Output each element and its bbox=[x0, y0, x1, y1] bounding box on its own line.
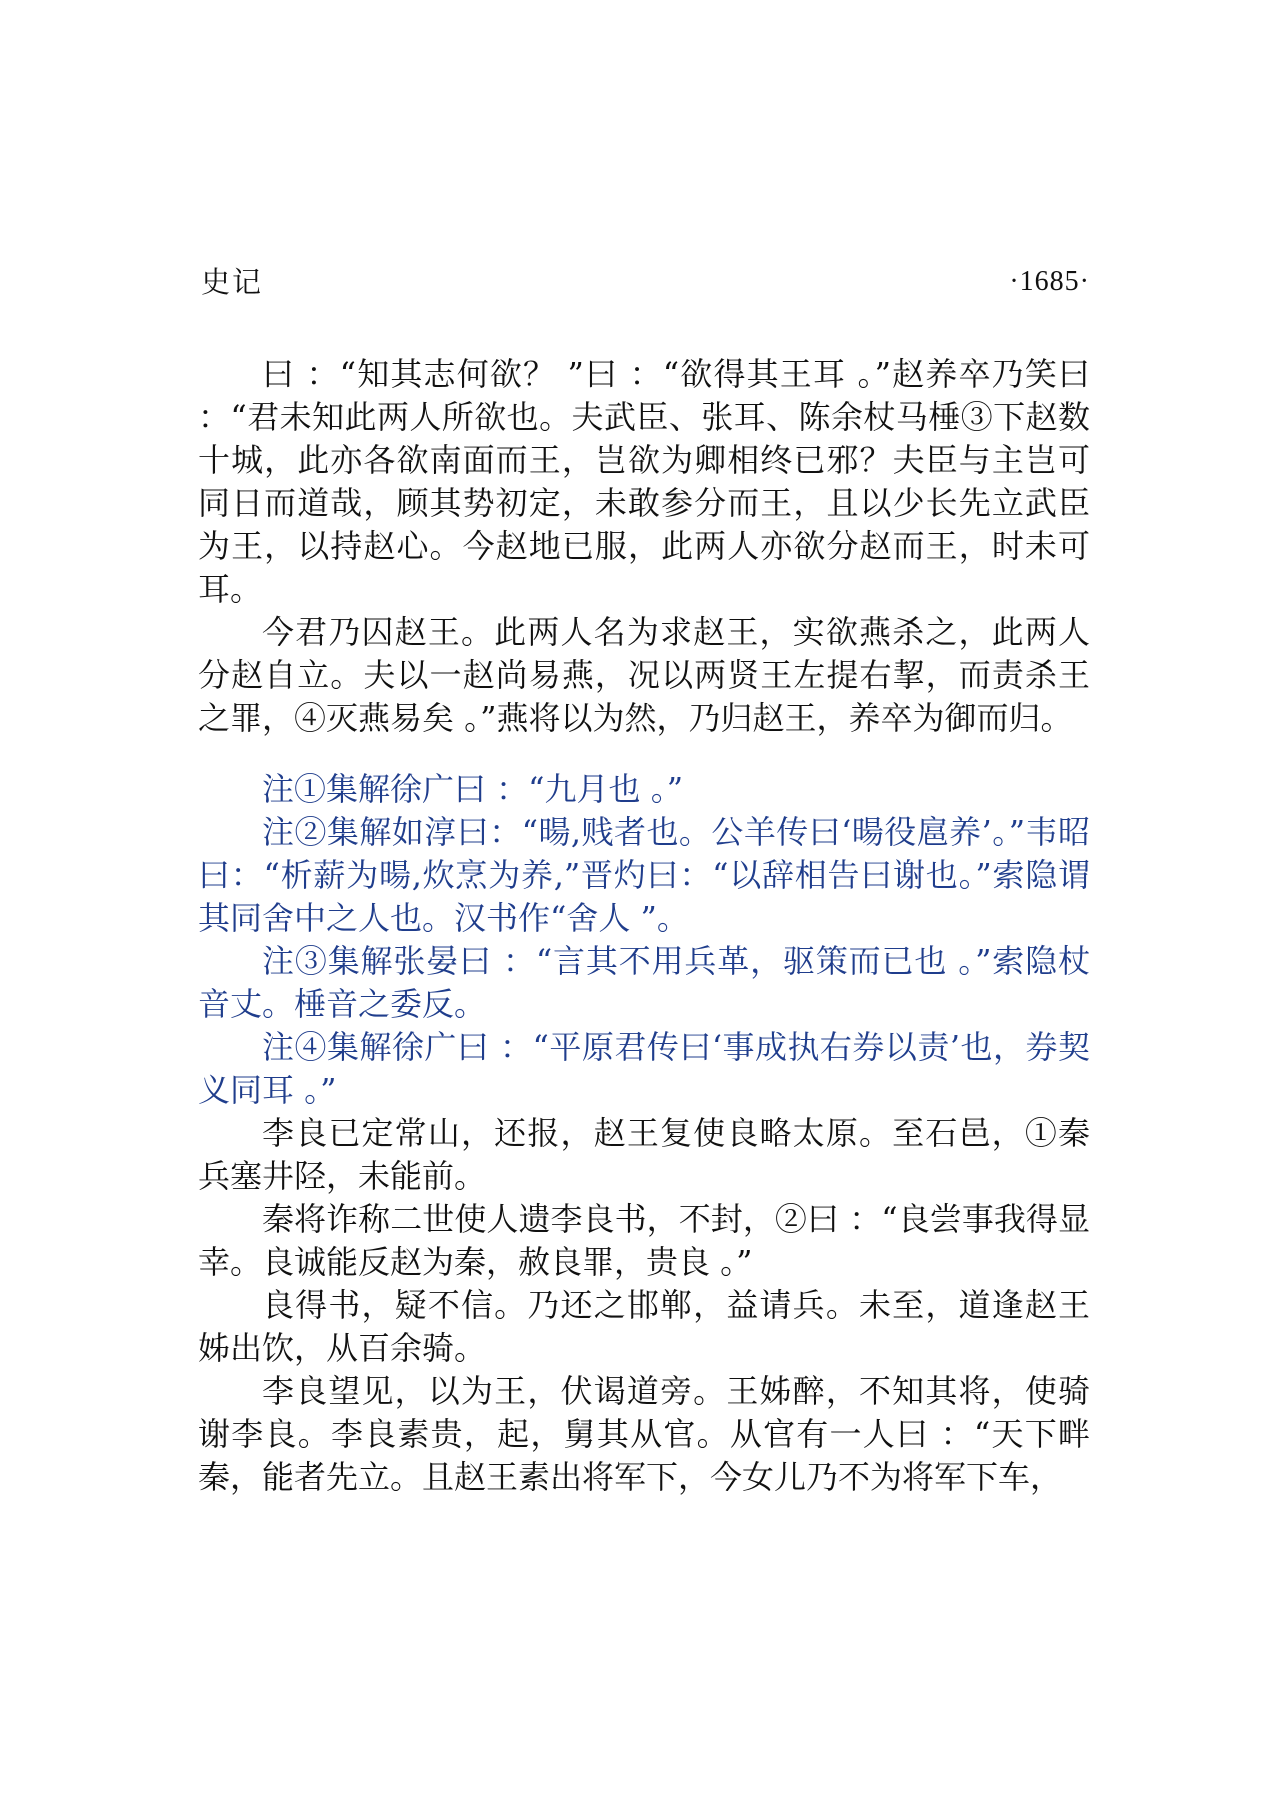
annotation-note: 注④集解徐广曰 ：“平原君传曰‘事成执右券以责’也，券契义同耳 。” bbox=[198, 1028, 1090, 1109]
paragraph: 曰 ：“知其志何欲？ ”曰 ：“欲得其王耳 。”赵养卒乃笑曰 ：“君未知此两人所欲也。夫武臣、张耳、陈余杖马棰③下赵数十城，此亦各欲南面而王，岂欲为卿相终已邪？夫臣与主岂可同日而道哉，顾其势初定，未敢参分而王，且以少长先立武臣为王，以持赵心。今赵地已服，此两人亦欲分赵而王，时未可耳。 bbox=[198, 355, 1090, 608]
continuation-text bbox=[198, 1112, 1090, 1499]
annotation-note: 注②集解如淳曰：“暘,贱者也。公羊传曰‘暘役扈养’。”韦昭曰：“析薪为暘,炊烹为养,”晋灼曰：“以辞相告曰谢也。”索隐谓其同舍中之人也。汉书作“舍人 ”。 bbox=[198, 813, 1090, 937]
annotation-note: 注③集解张晏曰 ：“言其不用兵革，驱策而已也 。”索隐杖音丈。棰音之委反。 bbox=[198, 942, 1090, 1023]
book-title: 史记 bbox=[201, 265, 264, 299]
paragraph: 李良望见，以为王，伏谒道旁。王姊醉，不知其将，使骑谢李良。李良素贵，起，舅其从官。从官有一人曰 ：“天下畔秦，能者先立。且赵王素出将军下，今女儿乃不为将军下车， bbox=[198, 1372, 1090, 1496]
paragraph: 李良已定常山，还报，赵王复使良略太原。至石邑，①秦兵塞井陉，未能前。 bbox=[198, 1114, 1090, 1195]
paragraph: 良得书，疑不信。乃还之邯郸，益请兵。未至，道逢赵王姊出饮，从百余骑。 bbox=[198, 1286, 1090, 1367]
annotation-note: 注①集解徐广曰 ：“九月也 。” bbox=[262, 770, 684, 808]
paragraph: 今君乃囚赵王。此两人名为求赵王，实欲燕杀之，此两人分赵自立。夫以一赵尚易燕，况以两贤王左提右挈，而责杀王之罪，④灭燕易矣 。”燕将以为然，乃归赵王，养卒为御而归。 bbox=[198, 613, 1090, 737]
main-text bbox=[198, 353, 1090, 740]
annotations bbox=[198, 768, 1090, 1112]
page-body bbox=[198, 353, 1090, 1499]
page-number: ·1685· bbox=[1009, 266, 1090, 297]
paragraph: 秦将诈称二世使人遗李良书，不封，②曰 ：“良尝事我得显幸。良诚能反赵为秦，赦良罪，贵良 。” bbox=[198, 1200, 1090, 1281]
section-gap bbox=[198, 740, 1090, 768]
running-header bbox=[201, 262, 1090, 302]
